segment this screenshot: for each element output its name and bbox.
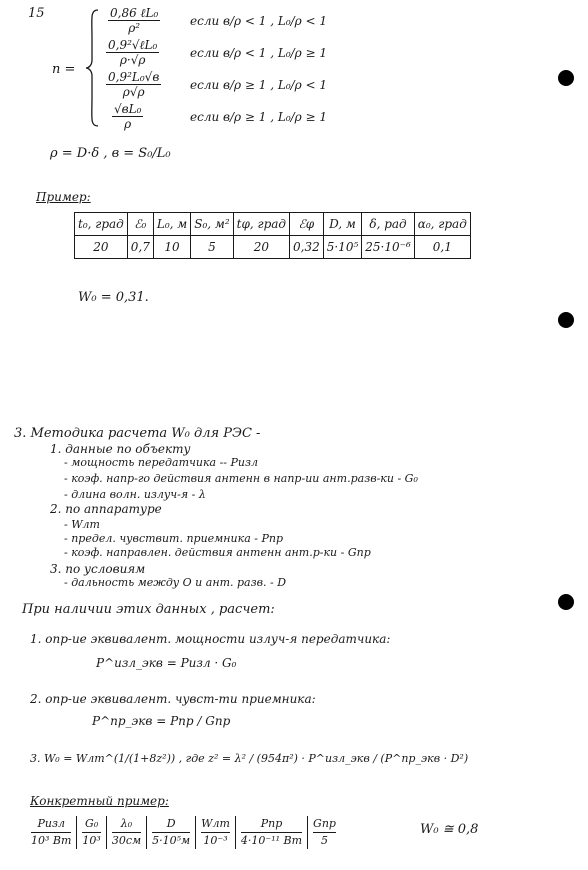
table-cell: δ, рад xyxy=(362,213,415,236)
table-column xyxy=(236,816,308,849)
table-cell: 5·10⁵ xyxy=(323,236,362,259)
page-number: 15 xyxy=(28,6,45,21)
method-step-1-formula: P^изл_экв = Pизл · G₀ xyxy=(96,656,237,670)
example-table xyxy=(74,212,471,259)
example-title: Пример: xyxy=(36,190,91,204)
table-cell: Pпр xyxy=(241,816,302,833)
method-group-1-item: - длина волн. излуч-я - λ xyxy=(64,488,206,501)
table-cell: S₀, м² xyxy=(191,213,233,236)
formula-lhs: n = xyxy=(52,62,76,77)
method-group-3-heading: 3. по условиям xyxy=(50,562,146,576)
method-group-1-item: - коэф. напр-го действия антенн в напр-ии ант.разв-ки - G₀ xyxy=(64,472,418,485)
table-row xyxy=(75,213,471,236)
table-cell: λ₀ xyxy=(112,816,141,833)
concrete-example-table xyxy=(26,816,341,849)
table-cell: 30см xyxy=(111,834,142,847)
table-cell: 0,7 xyxy=(127,236,153,259)
table-cell: 10³ xyxy=(82,834,101,847)
table-cell: 20 xyxy=(233,236,289,259)
table-column xyxy=(107,816,147,849)
method-group-3-item: - дальность между О и ант. разв. - D xyxy=(64,576,287,589)
table-cell: tφ, град xyxy=(233,213,289,236)
method-title: 3. Методика расчета W₀ для РЭС - xyxy=(14,426,261,441)
table-cell: 25·10⁻⁶ xyxy=(362,236,415,259)
table-cell: L₀, м xyxy=(153,213,190,236)
method-group-2-item: - коэф. направлен. действия антенн ант.р-ки - Gпр xyxy=(64,546,371,559)
punch-hole-middle xyxy=(558,312,574,328)
table-cell: ℰφ xyxy=(290,213,324,236)
table-column xyxy=(26,816,77,849)
method-group-2-item: - предел. чувствит. приемника - Pпр xyxy=(64,532,283,545)
formula-case-4-condition: если в/ρ ≥ 1 , L₀/ρ ≥ 1 xyxy=(190,110,328,124)
table-cell: Wлт xyxy=(201,816,230,833)
table-cell: 10⁻³ xyxy=(203,834,228,847)
table-cell: 4·10⁻¹¹ Вт xyxy=(240,834,303,847)
table-cell: 0,32 xyxy=(290,236,324,259)
table-cell: t₀, град xyxy=(75,213,128,236)
method-step-2-formula: P^пр_экв = Pпр / Gпр xyxy=(92,714,231,728)
method-step-1: 1. опр-ие эквивалент. мощности излуч-я передатчика: xyxy=(30,632,391,646)
method-group-2-heading: 2. по аппаратуре xyxy=(50,502,162,516)
formula-case-2-condition: если в/ρ < 1 , L₀/ρ ≥ 1 xyxy=(190,46,328,60)
formula-definitions: ρ = D·δ , в = S₀/L₀ xyxy=(50,146,171,161)
formula-brace xyxy=(84,8,104,128)
table-cell: Pизл xyxy=(31,816,71,833)
punch-hole-top xyxy=(558,70,574,86)
method-intro: При наличии этих данных , расчет: xyxy=(22,602,275,617)
formula-case-1-condition: если в/ρ < 1 , L₀/ρ < 1 xyxy=(190,14,328,28)
table-cell: Gпр xyxy=(313,816,336,833)
table-row xyxy=(75,236,471,259)
method-group-1-item: - мощность передатчика -- Pизл xyxy=(64,456,258,469)
table-column xyxy=(308,816,341,849)
example-result: W₀ = 0,31. xyxy=(78,290,149,305)
method-step-3: 3. W₀ = Wлт^(1/(1+8z²)) , где z² = λ² / (954π²) · P^изл_экв / (P^пр_экв · D²) xyxy=(30,752,469,765)
concrete-example-title: Конкретный пример: xyxy=(30,794,169,808)
table-cell: D, м xyxy=(323,213,362,236)
formula-case-3-condition: если в/ρ ≥ 1 , L₀/ρ < 1 xyxy=(190,78,328,92)
method-step-2: 2. опр-ие эквивалент. чувст-ти приемника: xyxy=(30,692,316,706)
concrete-example-result: W₀ ≅ 0,8 xyxy=(420,822,479,837)
table-cell: G₀ xyxy=(82,816,100,833)
table-cell: 5 xyxy=(321,834,328,847)
table-cell: 5 xyxy=(191,236,233,259)
table-cell: 0,1 xyxy=(414,236,470,259)
formula-case-1-fraction: 0,86 ℓL₀ ρ² xyxy=(110,6,159,35)
table-cell: α₀, град xyxy=(414,213,470,236)
punch-hole-bottom xyxy=(558,594,574,610)
method-group-2-item: - Wлт xyxy=(64,518,100,531)
table-cell: 10 xyxy=(153,236,190,259)
table-cell: 20 xyxy=(75,236,128,259)
table-column xyxy=(147,816,196,849)
table-cell: 5·10⁵м xyxy=(152,834,191,847)
table-cell: D xyxy=(152,816,190,833)
formula-case-4-fraction: √вL₀ ρ xyxy=(114,102,142,131)
formula-case-3-fraction: 0,9²L₀√в ρ√ρ xyxy=(108,70,160,99)
table-cell: ℰ₀ xyxy=(127,213,153,236)
table-column xyxy=(196,816,236,849)
table-cell: 10³ Вт xyxy=(31,834,72,847)
method-group-1-heading: 1. данные по объекту xyxy=(50,442,191,456)
formula-case-2-fraction: 0,9²√ℓL₀ ρ·√ρ xyxy=(108,38,158,67)
table-column xyxy=(77,816,106,849)
